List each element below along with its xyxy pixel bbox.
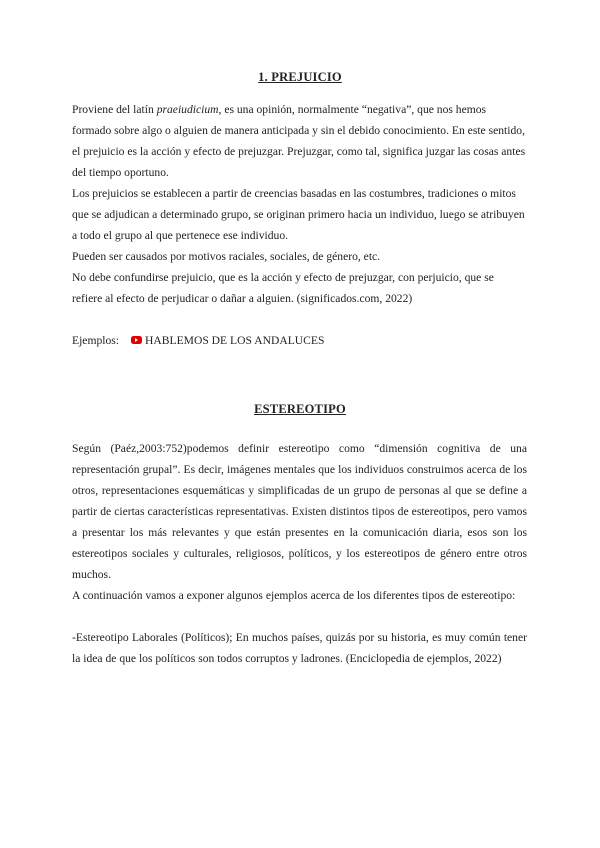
prejuicio-paragraph-3: Pueden ser causados por motivos raciales, sociales, de género, etc. xyxy=(72,250,381,263)
paragraph-spacer xyxy=(72,606,527,627)
video-link[interactable]: HABLEMOS DE LOS ANDALUCES xyxy=(145,334,325,347)
youtube-icon[interactable] xyxy=(131,336,142,344)
estereotipo-paragraph-2: A continuación vamos a exponer algunos ejemplos acerca de los diferentes tipos de estereotipo: xyxy=(72,589,516,602)
prejuicio-paragraph-4: No debe confundirse prejuicio, que es la acción y efecto de prejuzgar, con perjuicio, que se refiere al efecto de perjudicar o dañar a alguien. (significados.com, 2022) xyxy=(72,271,494,305)
estereotipo-body xyxy=(72,438,527,669)
section-title-prejuicio: 1. PREJUICIO xyxy=(258,70,342,84)
prejuicio-paragraph-2: Los prejuicios se establecen a partir de creencias basadas en las costumbres, tradiciones o mitos que se adjudican a determinado grupo, se originan primero hacia un individuo, luego se atribuyen a todo el grupo al que pertenece ese individuo. xyxy=(72,187,525,242)
prejuicio-paragraph-1: Proviene del latín praeiudicium, es una opinión, normalmente “negativa”, que nos hemos formado sobre algo o alguien de manera anticipada y sin el debido conocimiento. En este sentido, el prejuicio es la acción y efecto de prejuzgar. Prejuzgar, como tal, significa juzgar las cosas antes del tiempo oportuno. xyxy=(72,103,526,179)
latin-term: praeiudicium xyxy=(156,103,219,116)
section-title-estereotipo: ESTEREOTIPO xyxy=(254,402,346,416)
examples-label: Ejemplos: xyxy=(72,334,120,347)
estereotipo-paragraph-1: Según (Paéz,2003:752)podemos definir estereotipo como “dimensión cognitiva de una representación grupal”. Es decir, imágenes mentales que los individuos construimos acerca de los otros, representaciones esquemáticas y simplificadas de un grupo de personas al que se define a partir de ciertas características representativas. Existen distintos tipos de estereotipos, pero vamos a presentar los más relevantes y que están presentes en la comunicación diaria, esos son los estereotipos sociales y culturales, religiosos, políticos, y los estereotipos de género entre otros muchos. xyxy=(72,442,527,581)
estereotipo-paragraph-3: -Estereotipo Laborales (Políticos); En muchos países, quizás por su historia, es muy común tener la idea de que los políticos son todos corruptos y ladrones. (Enciclopedia de ejemplos, 2022) xyxy=(72,631,527,665)
prejuicio-body xyxy=(72,99,527,309)
examples-line xyxy=(72,330,324,351)
